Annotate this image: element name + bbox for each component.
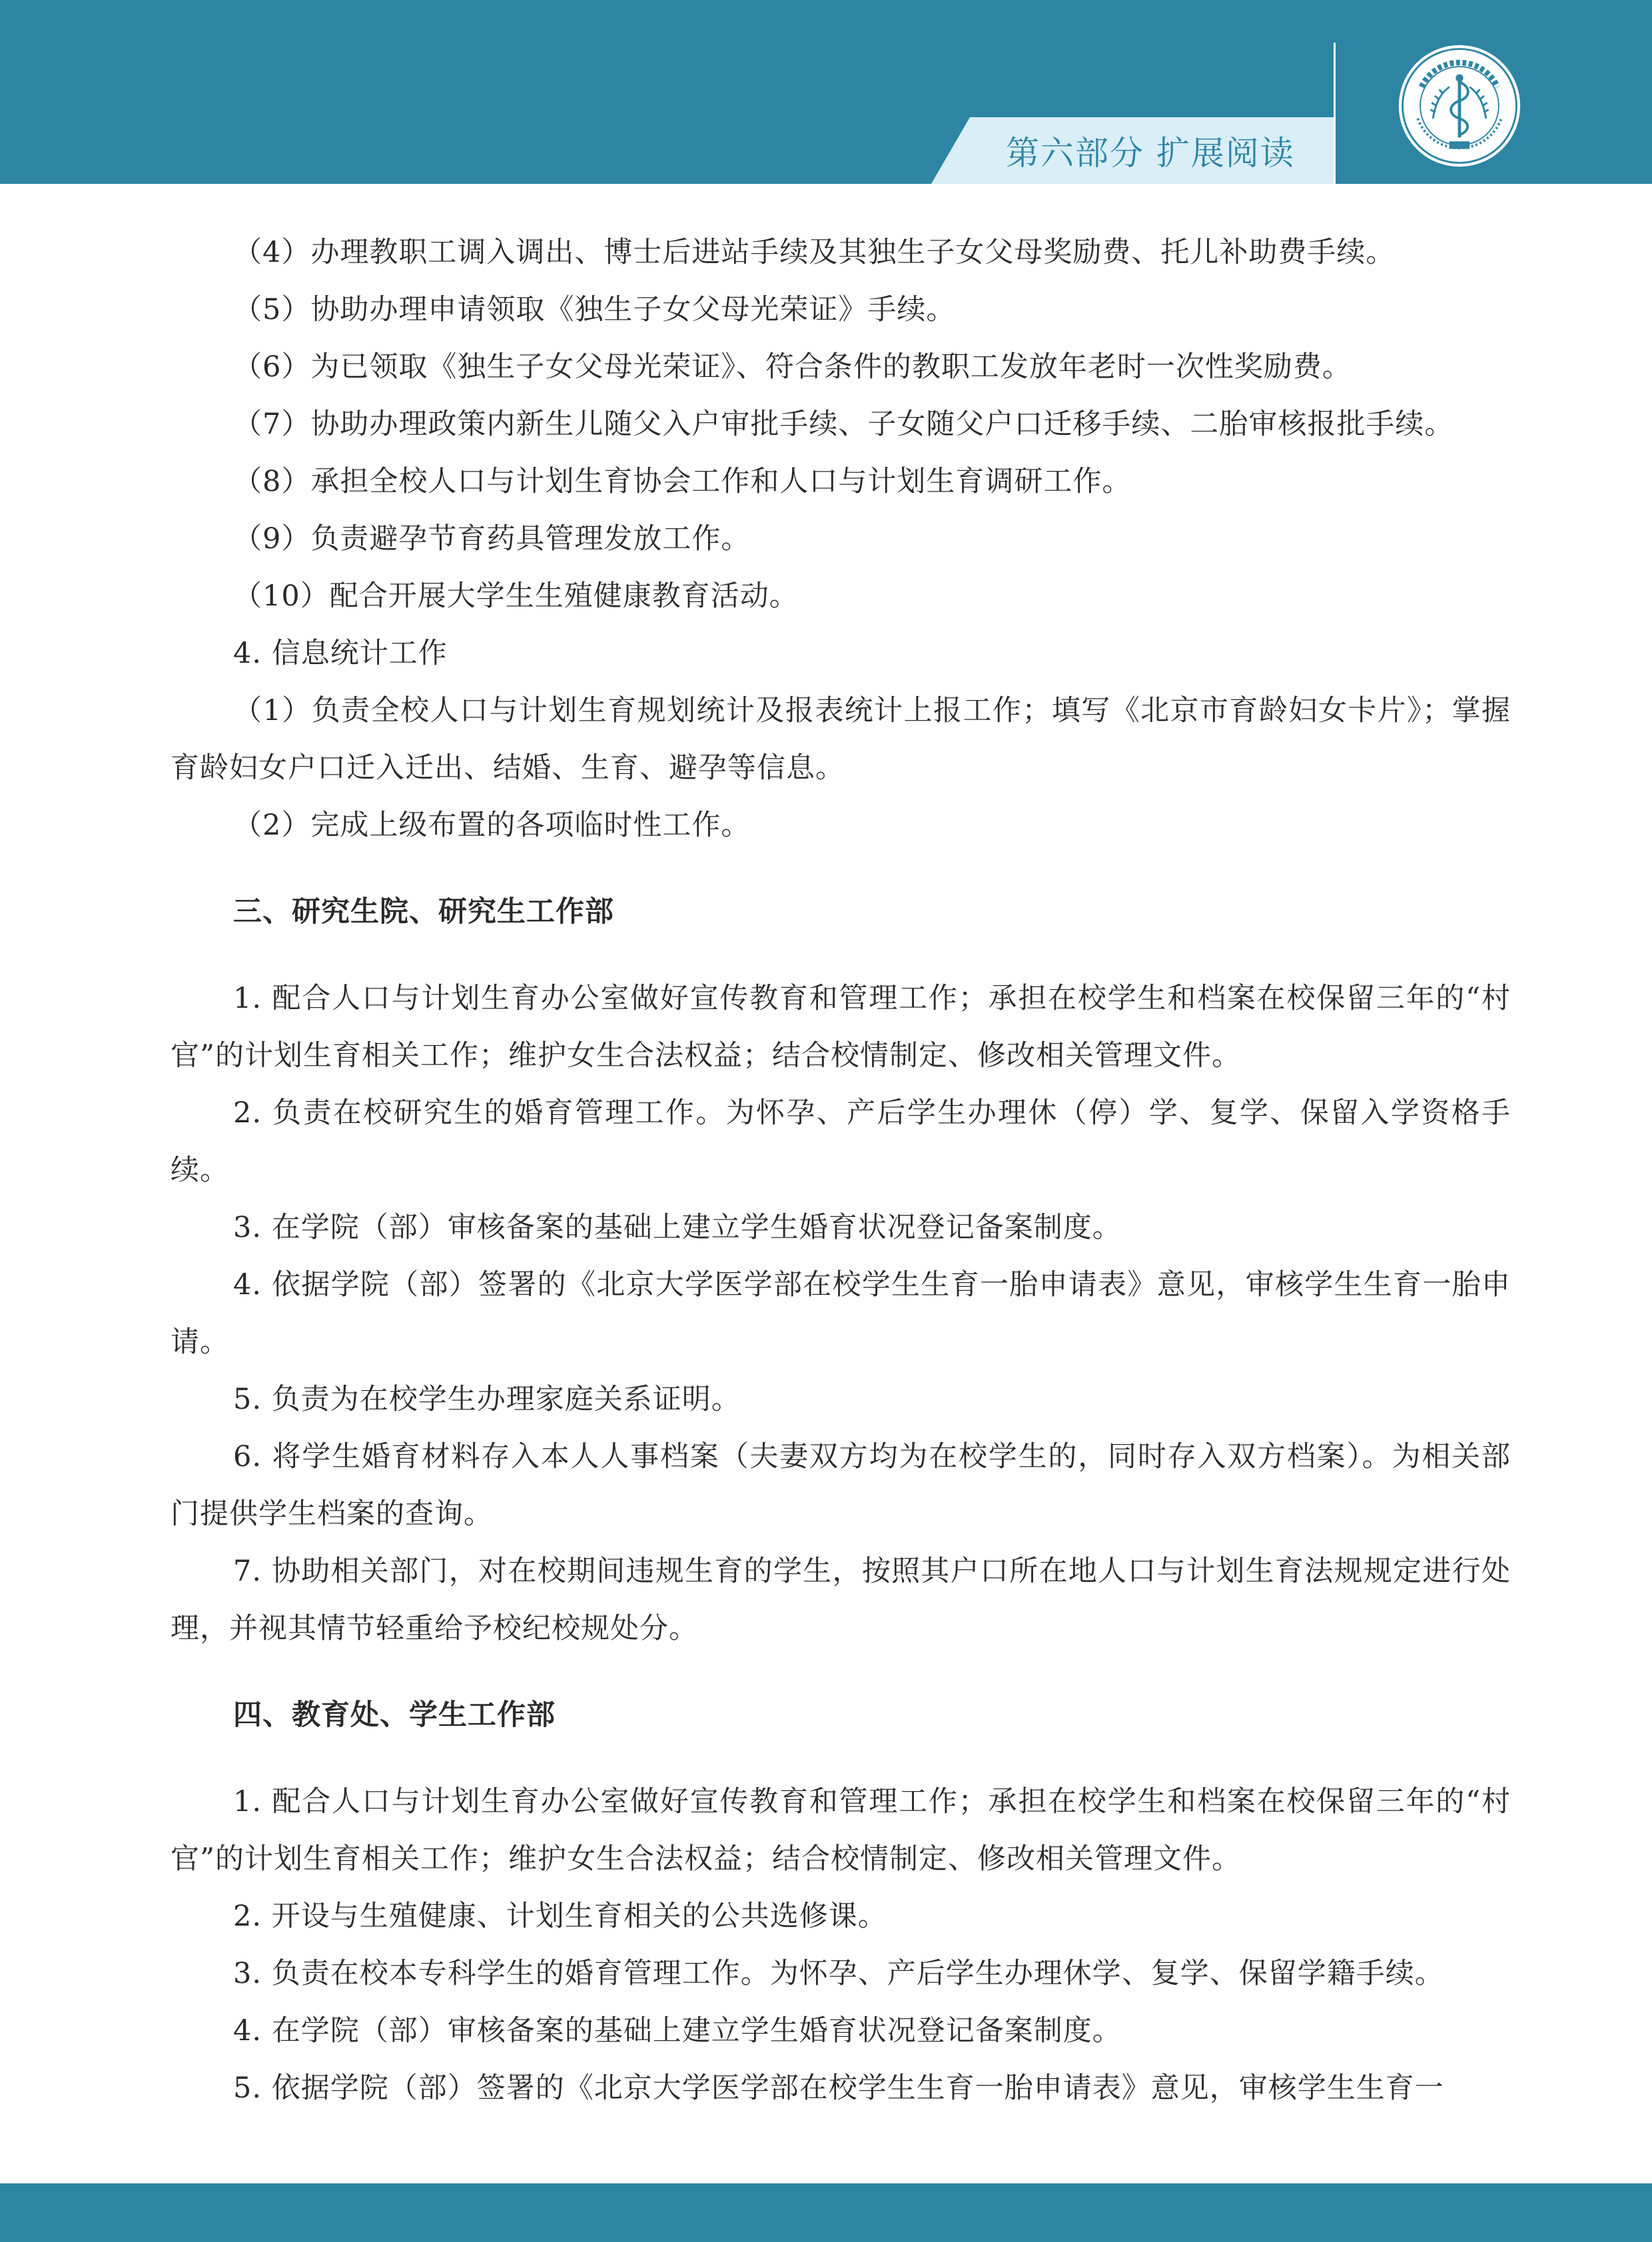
list-item: （4）办理教职工调入调出、博士后进站手续及其独生子女父母奖励费、托儿补助费手续。 bbox=[233, 236, 1396, 269]
section-heading: 四、教育处、学生工作部 bbox=[233, 1698, 556, 1732]
list-item: 4. 在学院（部）审核备案的基础上建立学生婚育状况登记备案制度。 bbox=[233, 2014, 1122, 2048]
list-item: （2）完成上级布置的各项临时性工作。 bbox=[233, 809, 751, 842]
list-item: （6）为已领取《独生子女父母光荣证》、符合条件的教职工发放年老时一次性奖励费。 bbox=[233, 350, 1352, 384]
list-item: 2. 开设与生殖健康、计划生育相关的公共选修课。 bbox=[233, 1900, 887, 1933]
page-content bbox=[171, 224, 1511, 2117]
list-item: 2. 负责在校研究生的婚育管理工作。为怀孕、产后学生办理休（停）学、复学、保留入学资格手续。 bbox=[171, 1096, 1511, 1187]
list-item: 3. 负责在校本专科学生的婚育管理工作。为怀孕、产后学生办理休学、复学、保留学籍手续。 bbox=[233, 1957, 1444, 1990]
list-item: 5. 负责为在校学生办理家庭关系证明。 bbox=[233, 1383, 741, 1416]
list-item: （7）协助办理政策内新生儿随父入户审批手续、子女随父户口迁移手续、二胎审核报批手续。 bbox=[233, 408, 1454, 441]
section-heading: 三、研究生院、研究生工作部 bbox=[233, 895, 614, 929]
footer-band bbox=[0, 2183, 1652, 2242]
list-item: 5. 依据学院（部）签署的《北京大学医学部在校学生生育一胎申请表》意见，审核学生生育一 bbox=[233, 2071, 1444, 2105]
list-item: 3. 在学院（部）审核备案的基础上建立学生婚育状况登记备案制度。 bbox=[233, 1211, 1122, 1244]
list-item: （10）配合开展大学生生殖健康教育活动。 bbox=[233, 579, 799, 613]
list-item: 4. 信息统计工作 bbox=[233, 637, 448, 670]
list-item: 6. 将学生婚育材料存入本人人事档案（夫妻双方均为在校学生的，同时存入双方档案）。为相关部门提供学生档案的查询。 bbox=[171, 1440, 1511, 1531]
list-item: 4. 依据学院（部）签署的《北京大学医学部在校学生生育一胎申请表》意见，审核学生生育一胎申请。 bbox=[171, 1268, 1511, 1359]
section-label: 第六部分 扩展阅读 bbox=[1006, 134, 1295, 173]
header-divider bbox=[1334, 43, 1336, 184]
list-item: 7. 协助相关部门，对在校期间违规生育的学生，按照其户口所在地人口与计划生育法规规定进行处理，并视其情节轻重给予校纪校规处分。 bbox=[171, 1555, 1511, 1645]
list-item: （5）协助办理申请领取《独生子女父母光荣证》手续。 bbox=[233, 293, 956, 326]
list-item: 1. 配合人口与计划生育办公室做好宣传教育和管理工作；承担在校学生和档案在校保留三年的“村官”的计划生育相关工作；维护女生合法权益；结合校情制定、修改相关管理文件。 bbox=[171, 1785, 1511, 1876]
list-item: （8）承担全校人口与计划生育协会工作和人口与计划生育调研工作。 bbox=[233, 465, 1132, 498]
list-item: 1. 配合人口与计划生育办公室做好宣传教育和管理工作；承担在校学生和档案在校保留三年的“村官”的计划生育相关工作；维护女生合法权益；结合校情制定、修改相关管理文件。 bbox=[171, 982, 1511, 1072]
list-item: （9）负责避孕节育药具管理发放工作。 bbox=[233, 522, 751, 556]
list-item: （1）负责全校人口与计划生育规划统计及报表统计上报工作；填写《北京市育龄妇女卡片》；掌握育龄妇女户口迁入迁出、结婚、生育、避孕等信息。 bbox=[171, 694, 1511, 785]
peking-university-health-science-center-seal-icon bbox=[1396, 43, 1523, 169]
